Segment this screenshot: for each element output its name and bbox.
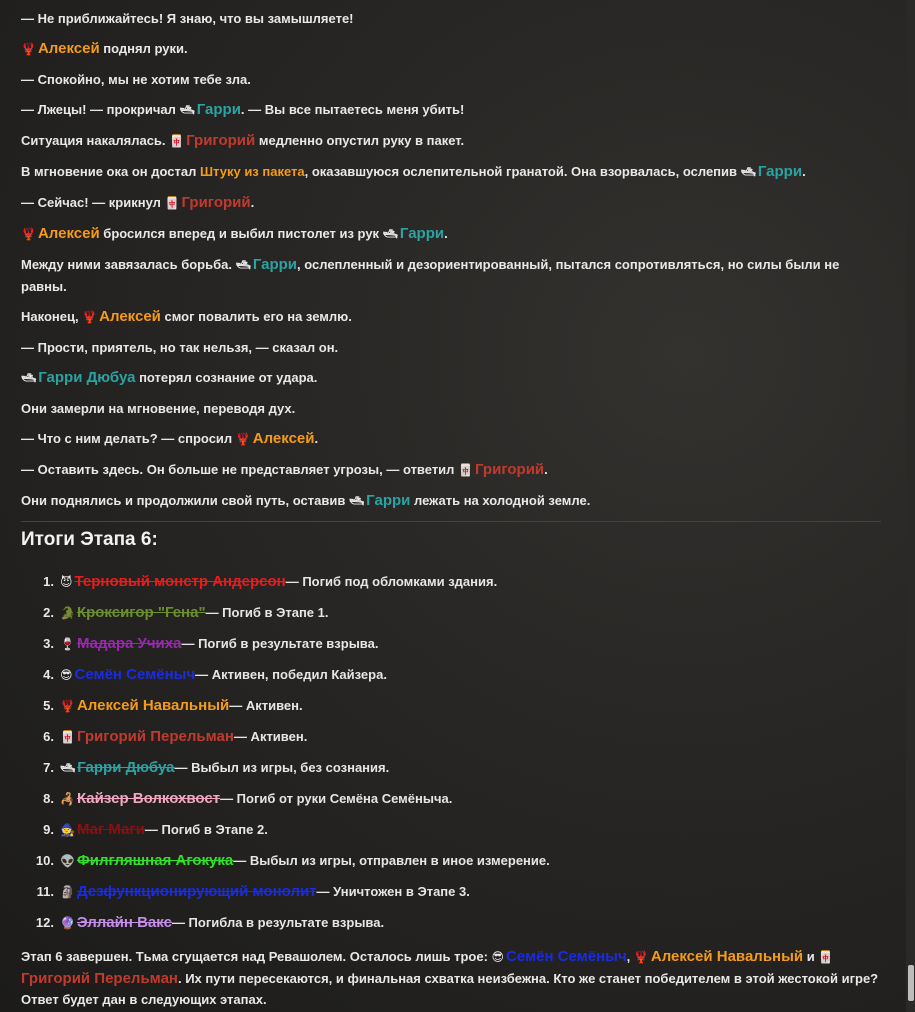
character-name: Алексей [252,430,315,447]
character-name: Мадара Учиха [76,635,182,652]
line-text: . — Вы все пытаетесь меня убить! [240,102,465,117]
mahjong-icon: 🀄 [818,950,834,964]
sunglasses-icon: 😎 [60,667,73,682]
character-name: Филгляшная Агокука [76,852,234,869]
boat-icon: 🛥 [179,103,195,117]
character-name: Гарри Дюбуа [38,369,136,386]
story-line [21,38,881,60]
result-status: — Погиб под обломками здания. [285,574,498,589]
character-name: Гарри [757,163,803,180]
result-status: — Активен, победил Кайзера. [195,667,387,682]
line-text: — Оставить здесь. Он больше не представляет угрозы, — ответил [21,462,459,477]
mahjong-icon: 🀄 [169,134,185,148]
lobster-icon: 🦞 [21,227,36,241]
character-name: Маг Маги [76,821,145,838]
character-name: Алексей [37,40,100,57]
result-number: 11. [36,884,54,899]
story-line [21,428,881,450]
result-number: 7. [43,760,54,775]
alien-icon: 👽 [60,853,75,868]
line-text: бросился вперед и выбил пистолет из рук [99,226,383,241]
results-list [21,566,881,938]
goblet-icon: 🍷 [60,636,75,651]
character-name: Алексей Навальный [650,948,804,965]
result-number: 2. [43,605,54,620]
result-status: — Выбыл из игры, отправлен в иное измерение. [233,853,550,868]
story-line [21,459,881,481]
line-text: . [802,164,806,179]
result-number: 12. [35,915,54,930]
scrollbar-track[interactable] [906,0,915,1012]
result-number: 10. [35,853,54,868]
result-status: — Активен. [233,729,308,744]
character-name: Эллайн Вакс [76,914,172,931]
character-name: Алексей Навальный [76,697,230,714]
character-name: Кроксигор "Гена" [76,604,206,621]
result-number: 9. [43,822,54,837]
story-line [21,223,881,245]
line-text: смог повалить его на землю. [160,309,352,324]
line-text: . [250,195,255,210]
result-item [21,907,881,938]
scrollbar-thumb[interactable] [908,965,914,1001]
line-text: В мгновение ока он достал [21,164,200,179]
story-line [21,192,881,214]
boat-icon: 🛥 [235,258,251,272]
line-text: , оказавшуюся ослепительной гранатой. Она взорвалась, ослепив [304,164,741,179]
story-line [21,306,881,328]
character-name: Григорий [186,132,256,149]
character-name: Семён Семёныч [74,666,196,683]
result-item [21,659,881,690]
line-text: поднял руки. [99,41,188,56]
story-line [21,490,881,512]
story-line [21,254,881,297]
result-status: — Уничтожен в Этапе 3. [316,884,470,899]
character-name: Григорий [475,461,545,478]
story-line [21,99,881,121]
boat-icon: 🛥 [21,371,37,385]
moai-icon: 🗿 [60,884,75,899]
line-text: Между ними завязалась борьба. [21,257,236,272]
line-text: — Сейчас! — крикнул [21,195,165,210]
result-item [21,628,881,659]
wizard-icon: 🧙 [60,822,75,837]
line-text: Ситуация накалялась. [21,133,170,148]
character-name: Григорий Перельман [76,728,234,745]
result-status: — Погиб в результате взрыва. [181,636,379,651]
character-name: Григорий Перельман [21,970,178,987]
result-item [21,752,881,783]
boat-icon: 🛥 [348,494,365,508]
line-text: — Спокойно, мы не хотим тебе зла. [21,72,251,87]
line-text: , ослепленный и дезориентированный, пытался сопротивляться, но силы были не равны. [21,257,840,294]
line-text: . [544,462,548,477]
result-item [21,690,881,721]
story-line [21,367,881,389]
story-line [21,69,881,90]
result-number: 3. [43,636,54,651]
character-name: Григорий [181,194,251,211]
line-text: медленно опустил руку в пакет. [255,133,465,148]
scorpion-icon: 🦂 [60,791,75,806]
line-text: — Не приближайтесь! Я знаю, что вы замышляете! [21,11,354,26]
line-text: — Прости, приятель, но так нельзя, — сказал он. [21,340,339,355]
boat-icon: 🛥 [60,760,76,775]
mahjong-icon: 🀄 [60,729,75,744]
character-name: Семён Семёныч [506,948,627,965]
message-content [21,0,881,1010]
result-number: 8. [43,791,54,806]
result-status: — Погиб в Этапе 1. [205,605,329,620]
line-text: — Лжецы! — прокричал [21,102,180,117]
line-text: — Что с ним делать? — спросил [21,431,236,446]
result-item [21,876,881,907]
result-number: 4. [43,667,54,682]
character-name: Дезфункционирующий монолит [76,883,317,900]
result-status: — Погибла в результате взрыва. [171,915,385,930]
character-name: Гарри [399,225,445,242]
character-name: Гарри [366,492,411,509]
mahjong-icon: 🀄 [164,196,180,210]
result-item [21,597,881,628]
result-number: 1. [43,574,54,589]
item-name: Штуку из пакета [199,164,305,179]
result-item [21,566,881,597]
line-text: . [444,226,448,241]
result-number: 5. [43,698,54,713]
story-line [21,337,881,358]
result-status: — Погиб от руки Семёна Семёныча. [220,791,453,806]
result-item [21,721,881,752]
line-text: . [314,431,319,446]
result-status: — Выбыл из игры, без сознания. [174,760,390,775]
character-name: Гарри [196,101,241,118]
character-name: Алексей [99,308,161,325]
line-text: . Их пути пересекаются, и финальная схватка неизбежна. Кто же станет победителем в этой жестокой игре? Ответ будет дан в следующих этапах. [21,971,879,1007]
section-divider [21,521,881,522]
result-number: 6. [43,729,54,744]
story-line [21,161,881,183]
lobster-icon: 🦞 [633,950,649,964]
story-line [21,398,881,419]
character-name: Алексей [37,225,100,242]
result-status: — Активен. [229,698,303,713]
character-name: Кайзер Волкохвост [76,790,221,807]
lobster-icon: 🦞 [60,698,75,713]
line-text: Этап 6 завершен. Тьма сгущается над Ревашолем. Осталось лишь трое: [21,949,492,964]
mahjong-icon: 🀄 [458,463,473,477]
character-name: Гарри Дюбуа [77,759,175,776]
lobster-icon: 🦞 [235,432,251,446]
line-text: потерял сознание от удара. [135,370,318,385]
lobster-icon: 🦞 [82,310,98,324]
character-name: Гарри [252,256,298,273]
summary-text [21,946,881,1010]
lobster-icon: 🦞 [21,42,36,56]
line-text: , [626,949,634,964]
story-line [21,8,881,29]
result-status: — Погиб в Этапе 2. [144,822,268,837]
crocodile-icon: 🐊 [60,605,75,620]
results-heading: Итоги Этапа 6: [21,529,158,550]
story-line [21,130,881,152]
line-text: и [803,949,819,964]
line-text: Наконец, [21,309,83,324]
line-text: Они замерли на мгновение, переводя дух. [21,401,296,416]
result-item [21,783,881,814]
line-text: Они поднялись и продолжили свой путь, оставив [21,493,349,508]
story-text [21,8,881,512]
line-text: лежать на холодной земле. [410,493,591,508]
result-item [21,814,881,845]
result-item [21,845,881,876]
sunglasses-icon: 😎 [491,950,505,964]
crystal-ball-icon: 🔮 [60,915,75,930]
devil-icon: 😈 [60,574,73,589]
boat-icon: 🛥 [740,165,756,179]
boat-icon: 🛥 [382,227,398,241]
character-name: Терновый монстр Андерсон [74,573,286,590]
